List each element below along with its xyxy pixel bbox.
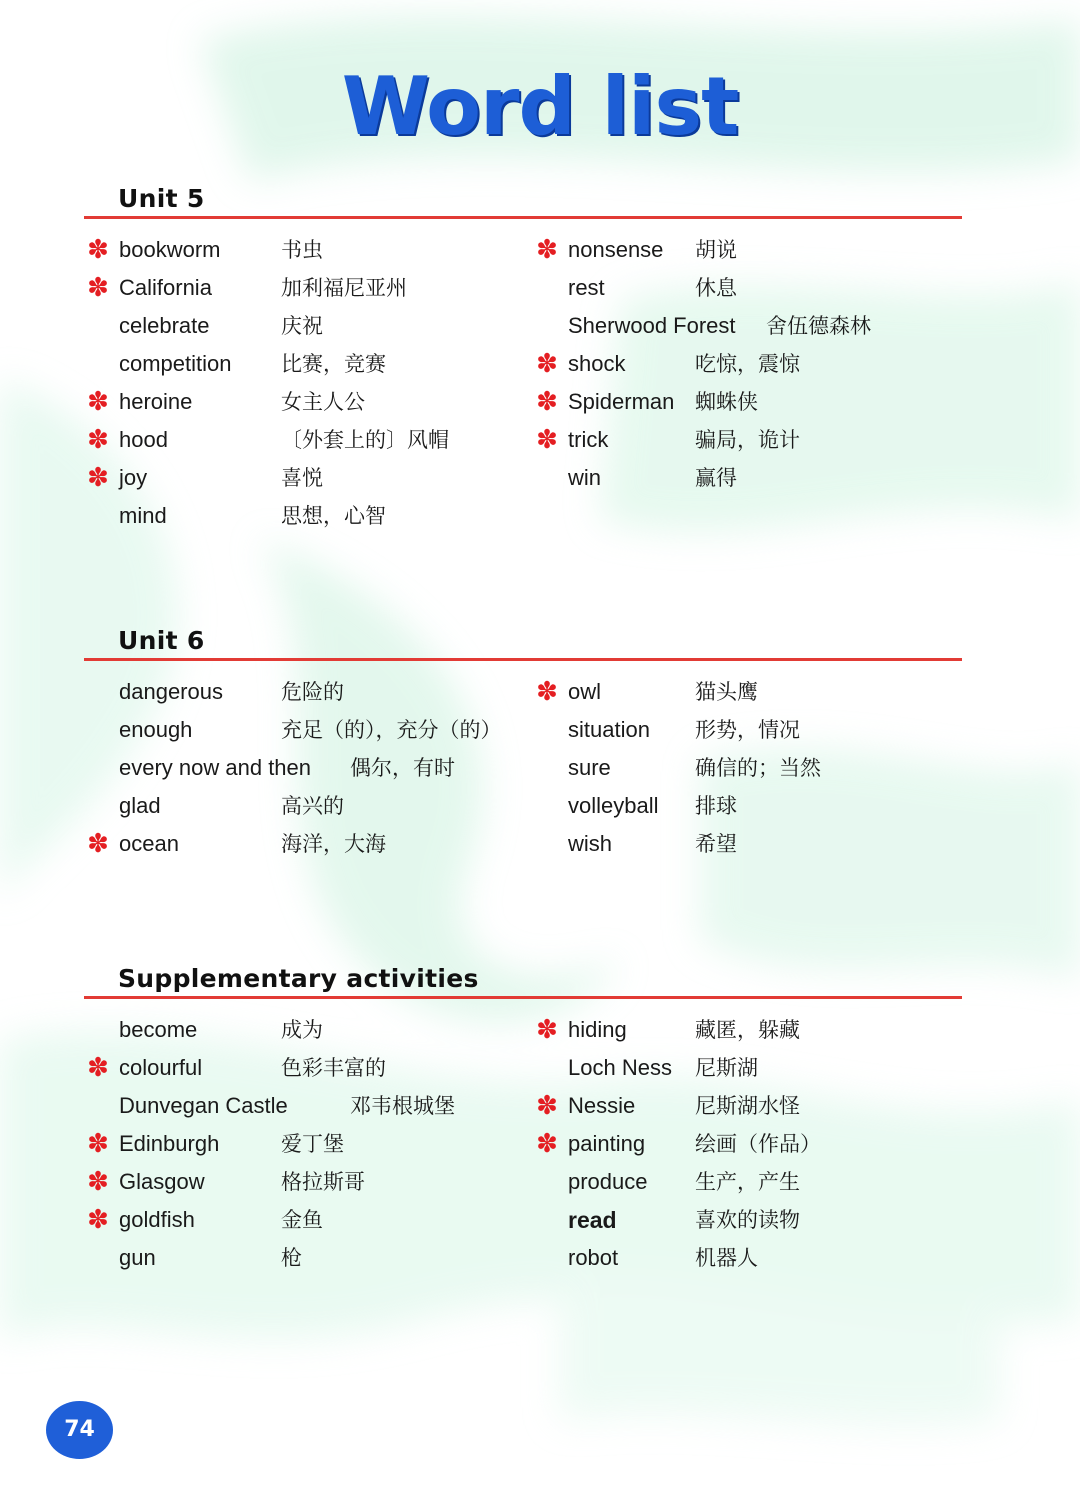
chinese-meaning: 藏匿，躲藏: [695, 1018, 800, 1042]
word-row: [86, 307, 526, 345]
word-row: [535, 1049, 975, 1087]
chinese-meaning: 休息: [695, 276, 737, 300]
chinese-meaning: 邓韦根城堡: [350, 1094, 455, 1118]
word-row: [535, 825, 975, 863]
star-icon: ✽: [536, 1091, 558, 1121]
word-row: [535, 1011, 975, 1049]
english-word: painting: [568, 1131, 646, 1156]
english-word: every now and then: [119, 755, 312, 780]
chinese-meaning: 猫头鹰: [695, 680, 758, 704]
star-icon: ✽: [87, 1053, 109, 1083]
word-row: [535, 1239, 975, 1277]
star-icon: ✽: [536, 349, 558, 379]
chinese-meaning: 机器人: [695, 1246, 758, 1270]
english-word: hood: [119, 427, 168, 452]
chinese-meaning: 比赛，竞赛: [281, 352, 386, 376]
word-row: [535, 307, 975, 345]
word-column-left: [86, 1011, 526, 1277]
chinese-meaning: 书虫: [281, 238, 323, 262]
english-word: Nessie: [568, 1093, 636, 1118]
english-word: dangerous: [119, 679, 223, 704]
star-icon: ✽: [87, 463, 109, 493]
chinese-meaning: 色彩丰富的: [281, 1056, 386, 1080]
word-row: [86, 673, 526, 711]
word-row: [535, 269, 975, 307]
word-row: [86, 231, 526, 269]
english-word: hiding: [568, 1017, 627, 1042]
chinese-meaning: 舍伍德森林: [766, 314, 871, 338]
chinese-meaning: 海洋，大海: [281, 832, 386, 856]
word-row: [86, 345, 526, 383]
english-word: colourful: [119, 1055, 203, 1080]
chinese-meaning: 枪: [281, 1246, 302, 1270]
star-icon: ✽: [536, 235, 558, 265]
english-word: celebrate: [119, 313, 210, 338]
chinese-meaning: 思想，心智: [281, 504, 386, 528]
page-title: Word list: [341, 60, 739, 153]
word-row: [535, 673, 975, 711]
english-word: robot: [568, 1245, 619, 1270]
word-row: [535, 1125, 975, 1163]
word-column-left: [86, 673, 526, 863]
word-column-left: [86, 231, 526, 535]
word-row: [535, 459, 975, 497]
chinese-meaning: 吃惊，震惊: [695, 352, 800, 376]
chinese-meaning: 绘画（作品）: [695, 1132, 821, 1156]
english-word: read: [568, 1207, 617, 1233]
english-word: produce: [568, 1169, 648, 1194]
english-word: Glasgow: [119, 1169, 205, 1194]
section-divider: [84, 658, 962, 661]
english-word: goldfish: [119, 1207, 195, 1232]
star-icon: ✽: [536, 1129, 558, 1159]
chinese-meaning: 尼斯湖水怪: [695, 1094, 800, 1118]
english-word: Loch Ness: [568, 1055, 672, 1080]
chinese-meaning: 爱丁堡: [281, 1132, 344, 1156]
word-row: [86, 383, 526, 421]
english-word: nonsense: [568, 237, 664, 262]
chinese-meaning: 生产，产生: [695, 1170, 800, 1194]
chinese-meaning: 充足（的），充分（的）: [281, 718, 502, 742]
word-row: [86, 1125, 526, 1163]
word-row: [86, 1201, 526, 1239]
section-heading: Supplementary activities: [118, 964, 479, 993]
star-icon: ✽: [87, 273, 109, 303]
english-word: Dunvegan Castle: [119, 1093, 288, 1118]
word-row: [535, 345, 975, 383]
english-word: Spiderman: [568, 389, 675, 414]
word-row: [86, 269, 526, 307]
word-row: [535, 1163, 975, 1201]
word-row: [86, 787, 526, 825]
english-word: bookworm: [119, 237, 221, 262]
word-row: [86, 1239, 526, 1277]
star-icon: ✽: [87, 829, 109, 859]
chinese-meaning: 喜欢的读物: [695, 1208, 800, 1232]
star-icon: ✽: [87, 1129, 109, 1159]
chinese-meaning: 蜘蛛侠: [695, 390, 758, 414]
star-icon: ✽: [536, 1015, 558, 1045]
english-word: sure: [568, 755, 611, 780]
word-row: [535, 1087, 975, 1125]
chinese-meaning: 赢得: [695, 466, 737, 490]
word-column-right: [535, 673, 975, 863]
word-row: [86, 825, 526, 863]
chinese-meaning: 喜悦: [281, 466, 323, 490]
section-heading: Unit 5: [118, 184, 205, 213]
chinese-meaning: 希望: [695, 832, 737, 856]
word-row: [535, 1201, 975, 1239]
english-word: heroine: [119, 389, 193, 414]
word-row: [535, 421, 975, 459]
english-word: competition: [119, 351, 232, 376]
star-icon: ✽: [87, 235, 109, 265]
word-row: [535, 711, 975, 749]
chinese-meaning: 庆祝: [281, 314, 323, 338]
english-word: situation: [568, 717, 650, 742]
english-word: Sherwood Forest: [568, 313, 736, 338]
english-word: shock: [568, 351, 626, 376]
english-word: mind: [119, 503, 167, 528]
chinese-meaning: 危险的: [281, 680, 344, 704]
english-word: California: [119, 275, 212, 300]
chinese-meaning: 女主人公: [281, 390, 365, 414]
english-word: trick: [568, 427, 609, 452]
english-word: wish: [568, 831, 613, 856]
word-row: [86, 497, 526, 535]
star-icon: ✽: [87, 1167, 109, 1197]
word-row: [86, 459, 526, 497]
english-word: glad: [119, 793, 161, 818]
star-icon: ✽: [536, 425, 558, 455]
word-column-right: [535, 231, 975, 497]
word-row: [535, 231, 975, 269]
section-heading: Unit 6: [118, 626, 205, 655]
chinese-meaning: 胡说: [695, 238, 737, 262]
word-row: [86, 1011, 526, 1049]
english-word: become: [119, 1017, 198, 1042]
english-word: joy: [119, 465, 148, 490]
chinese-meaning: 成为: [281, 1018, 323, 1042]
english-word: enough: [119, 717, 193, 742]
chinese-meaning: 偶尔，有时: [350, 756, 455, 780]
star-icon: ✽: [87, 425, 109, 455]
word-row: [535, 383, 975, 421]
word-row: [535, 787, 975, 825]
english-word: win: [568, 465, 602, 490]
section-divider: [84, 216, 962, 219]
word-row: [86, 421, 526, 459]
word-row: [86, 711, 526, 749]
chinese-meaning: 尼斯湖: [695, 1056, 758, 1080]
chinese-meaning: 高兴的: [281, 794, 344, 818]
english-word: volleyball: [568, 793, 659, 818]
star-icon: ✽: [87, 387, 109, 417]
chinese-meaning: 加利福尼亚州: [281, 276, 407, 300]
chinese-meaning: 格拉斯哥: [281, 1170, 365, 1194]
star-icon: ✽: [536, 677, 558, 707]
chinese-meaning: 形势，情况: [695, 718, 800, 742]
word-column-right: [535, 1011, 975, 1277]
english-word: Edinburgh: [119, 1131, 220, 1156]
chinese-meaning: 骗局，诡计: [695, 428, 800, 452]
word-row: [86, 1049, 526, 1087]
word-row: [86, 749, 526, 787]
word-row: [86, 1163, 526, 1201]
english-word: owl: [568, 679, 602, 704]
english-word: rest: [568, 275, 605, 300]
word-row: [86, 1087, 526, 1125]
chinese-meaning: 〔外套上的〕风帽: [281, 428, 449, 452]
section-divider: [84, 996, 962, 999]
english-word: gun: [119, 1245, 156, 1270]
star-icon: ✽: [536, 387, 558, 417]
word-row: [535, 749, 975, 787]
page-number-badge: 74: [46, 1401, 113, 1459]
chinese-meaning: 排球: [695, 794, 737, 818]
star-icon: ✽: [87, 1205, 109, 1235]
chinese-meaning: 金鱼: [281, 1208, 323, 1232]
chinese-meaning: 确信的；当然: [695, 756, 821, 780]
english-word: ocean: [119, 831, 179, 856]
